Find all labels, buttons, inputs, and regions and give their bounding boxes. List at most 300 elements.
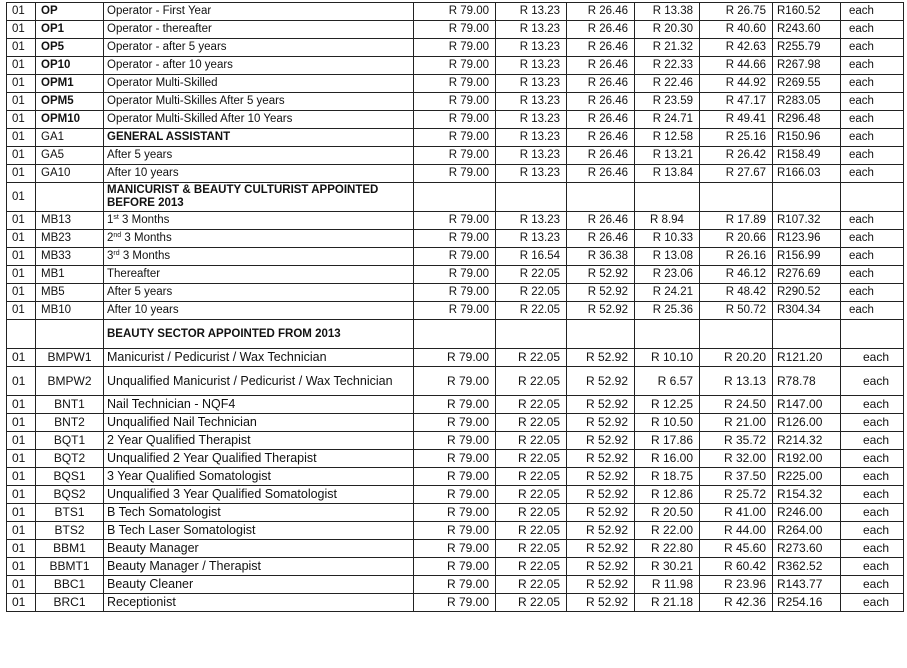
code-cell: MB33 [36,248,104,266]
total-cell: R243.60 [773,21,841,39]
rate-cell-2: R 52.92 [567,414,635,432]
description-text: 3 Months [121,232,172,244]
total-cell: R192.00 [773,450,841,468]
rate-cell-2: R 52.92 [567,540,635,558]
description-cell: GENERAL ASSISTANT [104,129,414,147]
wage-cell: R 79.00 [414,284,496,302]
rate-cell-3: R 6.57 [635,367,700,396]
rate-cell-4: R 47.17 [700,93,773,111]
rate-cell-2: R 26.46 [567,111,635,129]
rate-cell-1: R 22.05 [496,284,567,302]
total-cell: R283.05 [773,93,841,111]
rate-cell-4: R 46.12 [700,266,773,284]
ordinal-number: 2 [107,232,114,244]
rate-cell-4: R 26.42 [700,147,773,165]
code-cell: BNT1 [36,396,104,414]
rate-cell-4: R 17.89 [700,212,773,230]
grade-cell: 01 [7,432,36,450]
table-row [7,504,904,522]
total-cell: R246.00 [773,504,841,522]
description-cell: Unqualified 3 Year Qualified Somatologist [104,486,414,504]
total-cell [773,183,841,212]
code-cell: BBC1 [36,576,104,594]
code-cell: OP5 [36,39,104,57]
rate-cell-4: R 49.41 [700,111,773,129]
wage-rate-sheet [6,2,903,612]
description-cell: Beauty Manager / Therapist [104,558,414,576]
description-cell: MANICURIST & BEAUTY CULTURIST APPOINTED BEFORE 2013 [104,183,414,212]
ordinal-suffix: nd [113,232,122,239]
wage-cell: R 79.00 [414,450,496,468]
grade-cell: 01 [7,414,36,432]
ordinal-suffix: rd [113,250,120,257]
table-row [7,414,904,432]
rate-cell-4: R 20.66 [700,230,773,248]
rate-cell-3: R 22.80 [635,540,700,558]
wage-cell: R 79.00 [414,468,496,486]
total-cell: R290.52 [773,284,841,302]
table-row [7,266,904,284]
description-cell: After 5 years [104,147,414,165]
grade-cell: 01 [7,93,36,111]
rate-cell-3: R 12.58 [635,129,700,147]
rate-cell-1: R 13.23 [496,57,567,75]
rate-cell-3: R 21.32 [635,39,700,57]
code-cell: BQT2 [36,450,104,468]
grade-cell: 01 [7,111,36,129]
rate-cell-3: R 16.00 [635,450,700,468]
table-row [7,57,904,75]
code-cell [36,183,104,212]
rate-cell-2: R 36.38 [567,248,635,266]
rate-cell-3 [635,320,700,349]
description-cell: Manicurist / Pedicurist / Wax Technician [104,349,414,367]
code-cell [36,320,104,349]
description-cell: Nail Technician - NQF4 [104,396,414,414]
description-cell: Operator - thereafter [104,21,414,39]
rate-cell-1: R 13.23 [496,111,567,129]
code-cell: BBM1 [36,540,104,558]
description-cell: Thereafter [104,266,414,284]
wage-rate-table [6,2,904,612]
rate-cell-3: R 18.75 [635,468,700,486]
rate-cell-1: R 13.23 [496,3,567,21]
unit-cell: each [841,165,904,183]
section-heading-row [7,320,904,349]
description-cell [104,212,414,230]
description-cell: Operator Multi-Skilles After 5 years [104,93,414,111]
table-row [7,147,904,165]
wage-cell: R 79.00 [414,504,496,522]
table-row [7,367,904,396]
code-cell: OPM5 [36,93,104,111]
rate-cell-4: R 44.92 [700,75,773,93]
table-row [7,432,904,450]
rate-cell-4: R 41.00 [700,504,773,522]
grade-cell: 01 [7,504,36,522]
table-row [7,522,904,540]
rate-cell-2: R 52.92 [567,367,635,396]
grade-cell: 01 [7,183,36,212]
unit-cell: each [841,302,904,320]
rate-cell-3: R 22.46 [635,75,700,93]
rate-cell-3: R 10.33 [635,230,700,248]
total-cell: R121.20 [773,349,841,367]
code-cell: BTS1 [36,504,104,522]
rate-cell-4: R 40.60 [700,21,773,39]
code-cell: BQT1 [36,432,104,450]
unit-cell: each [841,147,904,165]
rate-cell-4: R 48.42 [700,284,773,302]
unit-cell: each [841,284,904,302]
rate-cell-3: R 10.50 [635,414,700,432]
code-cell: GA10 [36,165,104,183]
code-cell: GA1 [36,129,104,147]
unit-cell: each [841,468,904,486]
grade-cell: 01 [7,165,36,183]
description-cell [104,248,414,266]
rate-cell-3: R 24.71 [635,111,700,129]
wage-cell: R 79.00 [414,594,496,612]
wage-cell: R 79.00 [414,230,496,248]
code-cell: GA5 [36,147,104,165]
grade-cell: 01 [7,540,36,558]
description-cell: BEAUTY SECTOR APPOINTED FROM 2013 [104,320,414,349]
rate-cell-1 [496,320,567,349]
grade-cell: 01 [7,576,36,594]
rate-cell-3: R 21.18 [635,594,700,612]
rate-cell-2: R 26.46 [567,3,635,21]
total-cell [773,320,841,349]
description-cell: Beauty Cleaner [104,576,414,594]
table-row [7,396,904,414]
total-cell: R269.55 [773,75,841,93]
grade-cell: 01 [7,230,36,248]
unit-cell: each [841,248,904,266]
grade-cell: 01 [7,266,36,284]
rate-cell-2: R 52.92 [567,486,635,504]
code-cell: OP1 [36,21,104,39]
description-text: 3 Months [119,250,171,262]
wage-cell: R 79.00 [414,212,496,230]
grade-cell: 01 [7,468,36,486]
rate-cell-4: R 60.42 [700,558,773,576]
wage-cell: R 79.00 [414,75,496,93]
rate-cell-1 [496,183,567,212]
total-cell: R166.03 [773,165,841,183]
table-row [7,486,904,504]
code-cell: BTS2 [36,522,104,540]
total-cell: R296.48 [773,111,841,129]
table-row [7,349,904,367]
rate-cell-4: R 23.96 [700,576,773,594]
code-cell: MB23 [36,230,104,248]
rate-cell-3: R 22.33 [635,57,700,75]
wage-cell: R 79.00 [414,21,496,39]
unit-cell: each [841,450,904,468]
description-cell: Operator - after 5 years [104,39,414,57]
rate-cell-1: R 13.23 [496,93,567,111]
unit-cell: each [841,414,904,432]
table-row [7,3,904,21]
wage-cell: R 79.00 [414,165,496,183]
rate-cell-4: R 50.72 [700,302,773,320]
grade-cell: 01 [7,594,36,612]
rate-cell-2: R 52.92 [567,594,635,612]
table-row [7,248,904,266]
wage-cell: R 79.00 [414,39,496,57]
rate-cell-1: R 22.05 [496,540,567,558]
description-cell [104,230,414,248]
rate-cell-2: R 26.46 [567,165,635,183]
rate-cell-3: R 12.86 [635,486,700,504]
table-row [7,111,904,129]
grade-cell: 01 [7,558,36,576]
rate-cell-3: R 17.86 [635,432,700,450]
rate-cell-3: R 20.30 [635,21,700,39]
grade-cell: 01 [7,57,36,75]
rate-cell-4: R 44.00 [700,522,773,540]
total-cell: R214.32 [773,432,841,450]
total-cell: R160.52 [773,3,841,21]
table-row [7,212,904,230]
rate-cell-2: R 52.92 [567,284,635,302]
rate-cell-4: R 26.75 [700,3,773,21]
total-cell: R123.96 [773,230,841,248]
rate-cell-2: R 52.92 [567,432,635,450]
wage-cell: R 79.00 [414,414,496,432]
rate-cell-2: R 26.46 [567,39,635,57]
rate-cell-2: R 52.92 [567,576,635,594]
rate-cell-1: R 22.05 [496,414,567,432]
description-cell: 3 Year Qualified Somatologist [104,468,414,486]
rate-cell-1: R 22.05 [496,594,567,612]
code-cell: MB10 [36,302,104,320]
rate-cell-3: R 24.21 [635,284,700,302]
rate-cell-4: R 26.16 [700,248,773,266]
description-cell: Unqualified Nail Technician [104,414,414,432]
total-cell: R158.49 [773,147,841,165]
rate-cell-1: R 22.05 [496,432,567,450]
total-cell: R254.16 [773,594,841,612]
rate-cell-3: R 23.06 [635,266,700,284]
rate-cell-1: R 13.23 [496,129,567,147]
rate-cell-2: R 52.92 [567,468,635,486]
grade-cell: 01 [7,284,36,302]
rate-cell-2: R 52.92 [567,266,635,284]
rate-cell-3: R 12.25 [635,396,700,414]
unit-cell: each [841,129,904,147]
total-cell: R267.98 [773,57,841,75]
description-cell: After 10 years [104,165,414,183]
rate-cell-1: R 22.05 [496,450,567,468]
rate-cell-2: R 52.92 [567,450,635,468]
description-cell: Operator Multi-Skilled [104,75,414,93]
grade-cell: 01 [7,302,36,320]
total-cell: R264.00 [773,522,841,540]
total-cell: R362.52 [773,558,841,576]
rate-cell-2: R 26.46 [567,230,635,248]
rate-cell-2: R 52.92 [567,349,635,367]
table-row [7,39,904,57]
table-row [7,129,904,147]
unit-cell: each [841,111,904,129]
table-row [7,540,904,558]
description-cell: Unqualified 2 Year Qualified Therapist [104,450,414,468]
code-cell: OPM10 [36,111,104,129]
total-cell: R143.77 [773,576,841,594]
rate-cell-4: R 25.72 [700,486,773,504]
grade-cell: 01 [7,450,36,468]
rate-cell-4: R 20.20 [700,349,773,367]
rate-cell-4: R 37.50 [700,468,773,486]
rate-cell-4: R 25.16 [700,129,773,147]
wage-cell: R 79.00 [414,576,496,594]
rate-cell-2: R 26.46 [567,21,635,39]
rate-cell-2: R 52.92 [567,504,635,522]
rate-cell-1: R 22.05 [496,558,567,576]
rate-cell-2: R 26.46 [567,129,635,147]
unit-cell: each [841,486,904,504]
table-row [7,21,904,39]
unit-cell: each [841,540,904,558]
rate-cell-3: R 23.59 [635,93,700,111]
grade-cell: 01 [7,248,36,266]
rate-cell-1: R 13.23 [496,230,567,248]
unit-cell [841,320,904,349]
total-cell: R273.60 [773,540,841,558]
unit-cell [841,183,904,212]
unit-cell: each [841,57,904,75]
code-cell: BQS2 [36,486,104,504]
rate-cell-1: R 16.54 [496,248,567,266]
total-cell: R276.69 [773,266,841,284]
section-heading-row [7,183,904,212]
grade-cell: 01 [7,75,36,93]
total-cell: R255.79 [773,39,841,57]
wage-cell: R 79.00 [414,129,496,147]
description-cell: After 10 years [104,302,414,320]
rate-cell-3: R 20.50 [635,504,700,522]
ordinal-suffix: st [113,214,119,221]
rate-cell-2: R 52.92 [567,396,635,414]
total-cell: R150.96 [773,129,841,147]
rate-cell-4 [700,320,773,349]
grade-cell: 01 [7,396,36,414]
table-row [7,594,904,612]
unit-cell: each [841,576,904,594]
rate-cell-1: R 22.05 [496,396,567,414]
table-row [7,165,904,183]
description-cell: Operator - after 10 years [104,57,414,75]
unit-cell: each [841,349,904,367]
code-cell: BBMT1 [36,558,104,576]
rate-cell-2 [567,183,635,212]
rate-cell-4: R 13.13 [700,367,773,396]
rate-cell-3: R 13.08 [635,248,700,266]
description-cell: Receptionist [104,594,414,612]
unit-cell: each [841,432,904,450]
grade-cell: 01 [7,486,36,504]
rate-cell-1: R 22.05 [496,468,567,486]
total-cell: R107.32 [773,212,841,230]
rate-cell-1: R 22.05 [496,349,567,367]
total-cell: R156.99 [773,248,841,266]
wage-cell: R 79.00 [414,540,496,558]
unit-cell: each [841,504,904,522]
code-cell: MB13 [36,212,104,230]
table-body [7,3,904,612]
grade-cell: 01 [7,129,36,147]
rate-cell-2: R 52.92 [567,302,635,320]
unit-cell: each [841,522,904,540]
table-row [7,284,904,302]
description-cell: B Tech Laser Somatologist [104,522,414,540]
description-text: 3 Months [118,214,170,226]
rate-cell-2: R 52.92 [567,558,635,576]
description-cell: Operator Multi-Skilled After 10 Years [104,111,414,129]
rate-cell-2: R 26.46 [567,147,635,165]
description-cell: B Tech Somatologist [104,504,414,522]
wage-cell: R 79.00 [414,3,496,21]
wage-cell: R 79.00 [414,396,496,414]
rate-cell-4: R 27.67 [700,165,773,183]
wage-cell: R 79.00 [414,111,496,129]
rate-cell-4: R 24.50 [700,396,773,414]
rate-cell-3: R 22.00 [635,522,700,540]
grade-cell: 01 [7,39,36,57]
code-cell: BMPW1 [36,349,104,367]
table-row [7,468,904,486]
description-cell: Operator - First Year [104,3,414,21]
wage-cell: R 79.00 [414,147,496,165]
ordinal-number: 3 [107,250,114,262]
code-cell: OP10 [36,57,104,75]
code-cell: BMPW2 [36,367,104,396]
unit-cell: each [841,594,904,612]
unit-cell: each [841,367,904,396]
description-cell: Beauty Manager [104,540,414,558]
code-cell: BNT2 [36,414,104,432]
rate-cell-1: R 13.23 [496,212,567,230]
rate-cell-3: R 8.94 [635,212,700,230]
grade-cell: 01 [7,147,36,165]
table-row [7,93,904,111]
total-cell: R126.00 [773,414,841,432]
unit-cell: each [841,266,904,284]
ordinal-number: 1 [107,214,114,226]
grade-cell: 01 [7,3,36,21]
wage-cell: R 79.00 [414,57,496,75]
code-cell: OPM1 [36,75,104,93]
grade-cell: 01 [7,522,36,540]
rate-cell-2: R 26.46 [567,212,635,230]
unit-cell: each [841,396,904,414]
rate-cell-2: R 26.46 [567,57,635,75]
rate-cell-3: R 10.10 [635,349,700,367]
unit-cell: each [841,39,904,57]
rate-cell-1: R 13.23 [496,165,567,183]
rate-cell-3 [635,183,700,212]
description-cell: 2 Year Qualified Therapist [104,432,414,450]
unit-cell: each [841,558,904,576]
unit-cell: each [841,230,904,248]
table-row [7,75,904,93]
wage-cell [414,320,496,349]
total-cell: R147.00 [773,396,841,414]
unit-cell: each [841,93,904,111]
rate-cell-3: R 13.38 [635,3,700,21]
